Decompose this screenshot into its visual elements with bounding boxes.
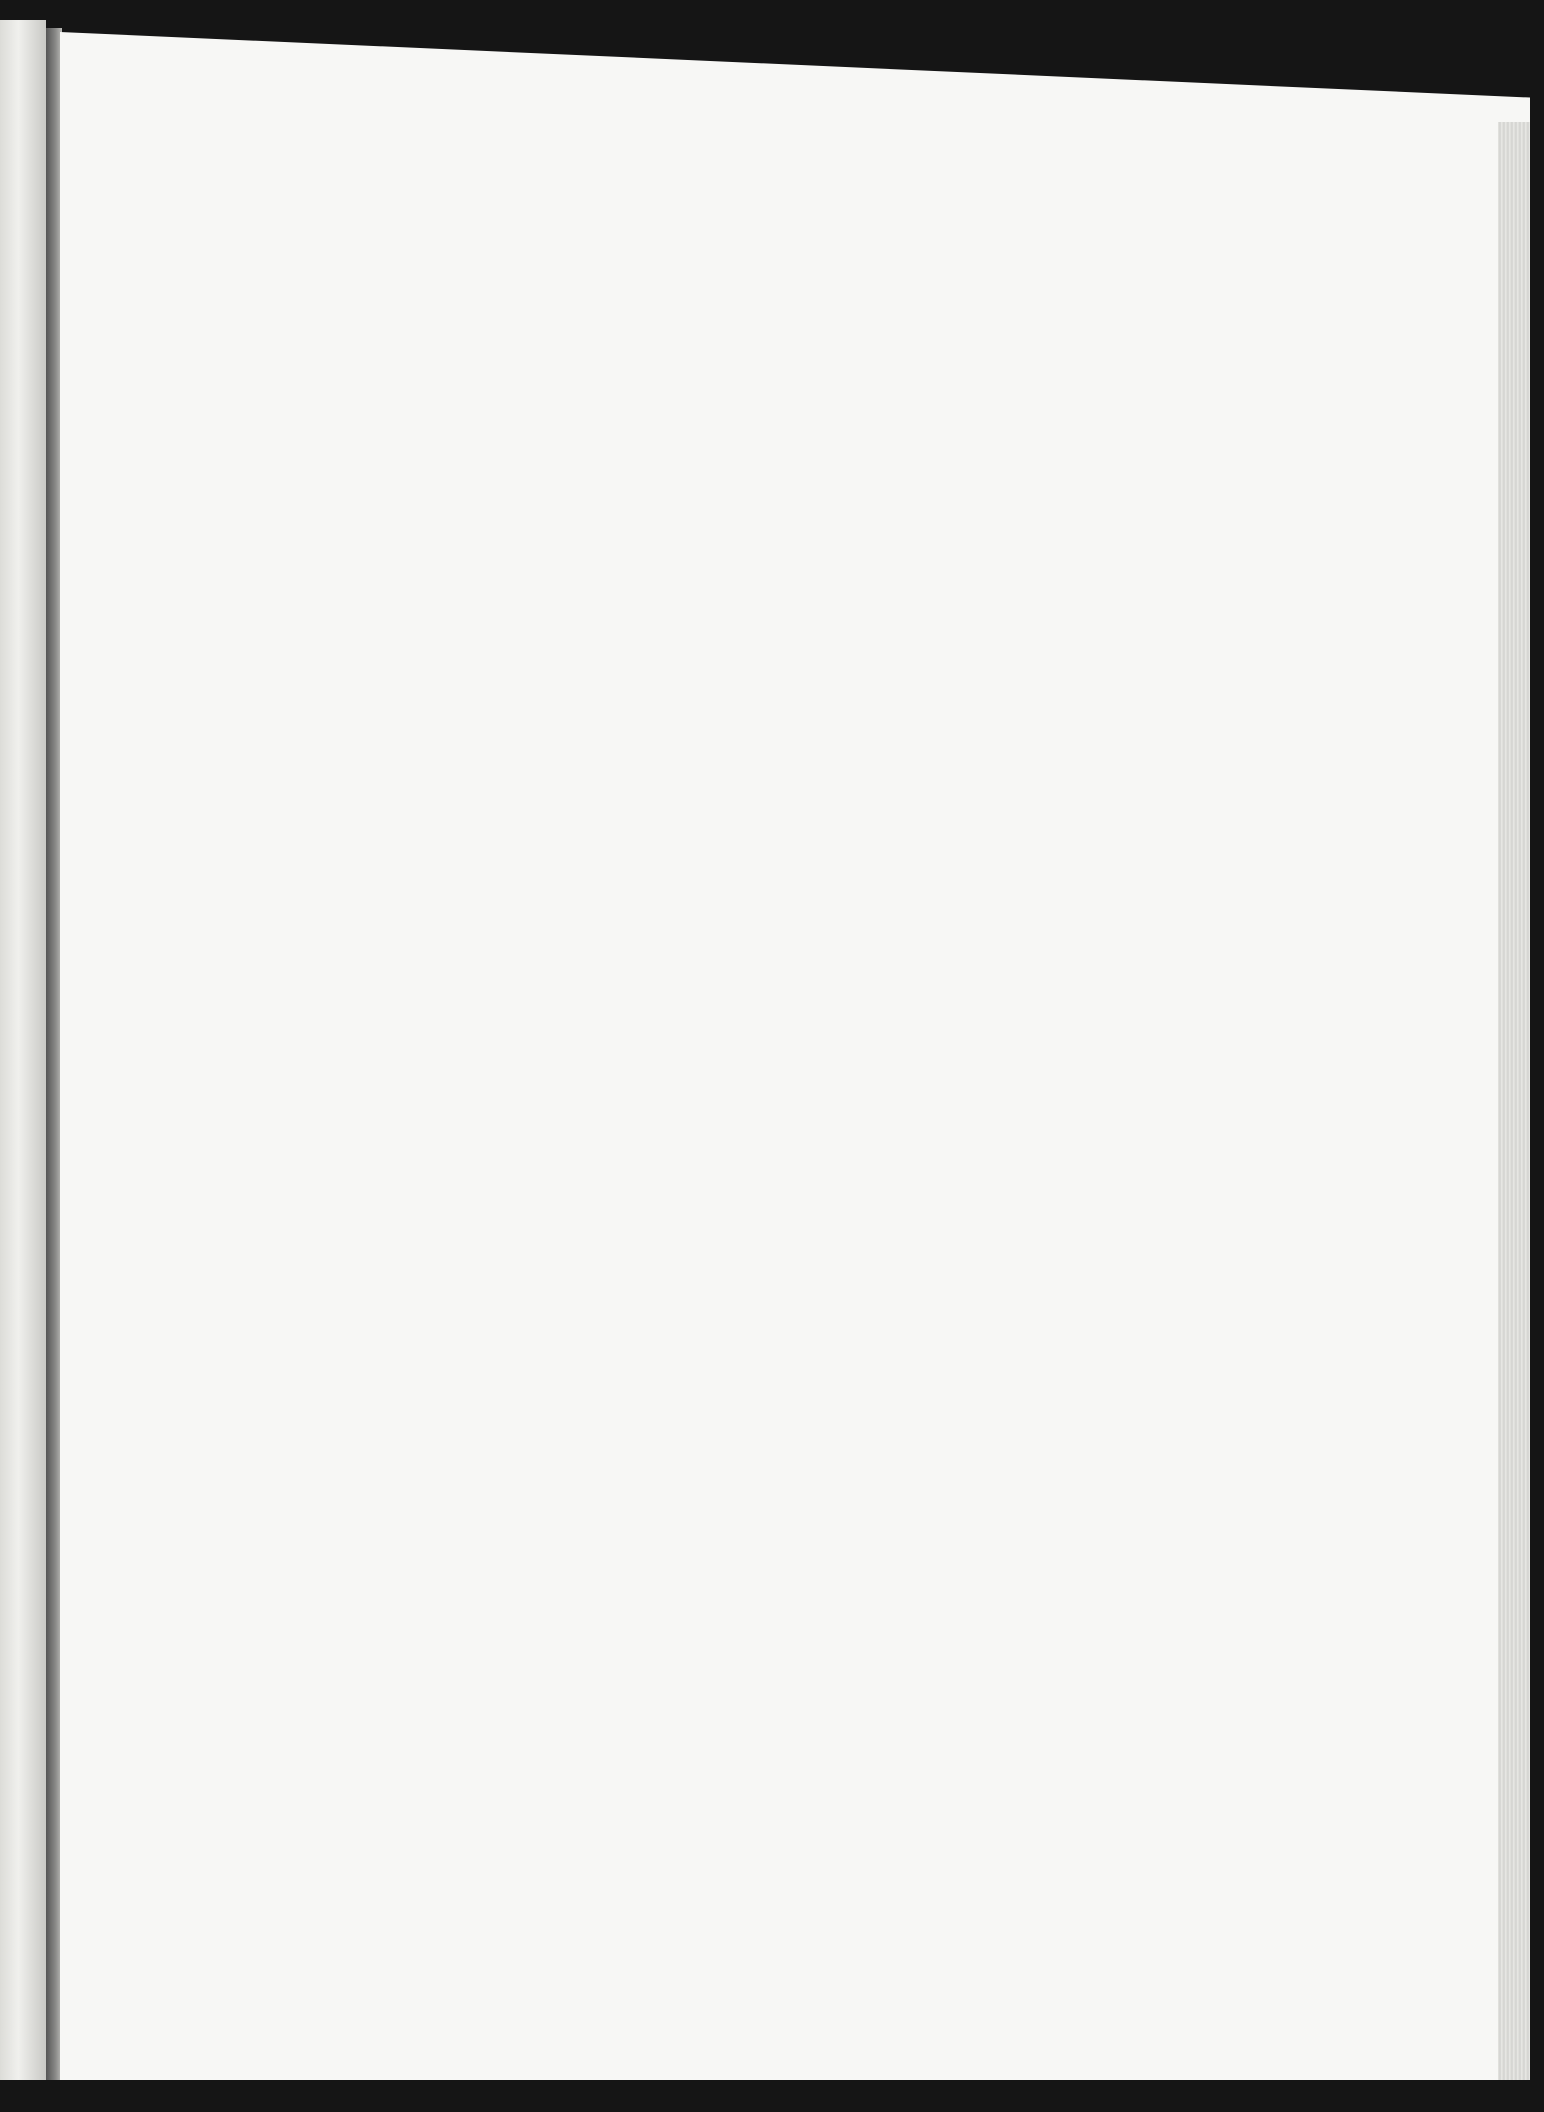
facing-page-edge	[0, 20, 46, 2080]
page-stack-edge	[1498, 122, 1530, 2112]
book-gutter	[46, 28, 62, 2080]
